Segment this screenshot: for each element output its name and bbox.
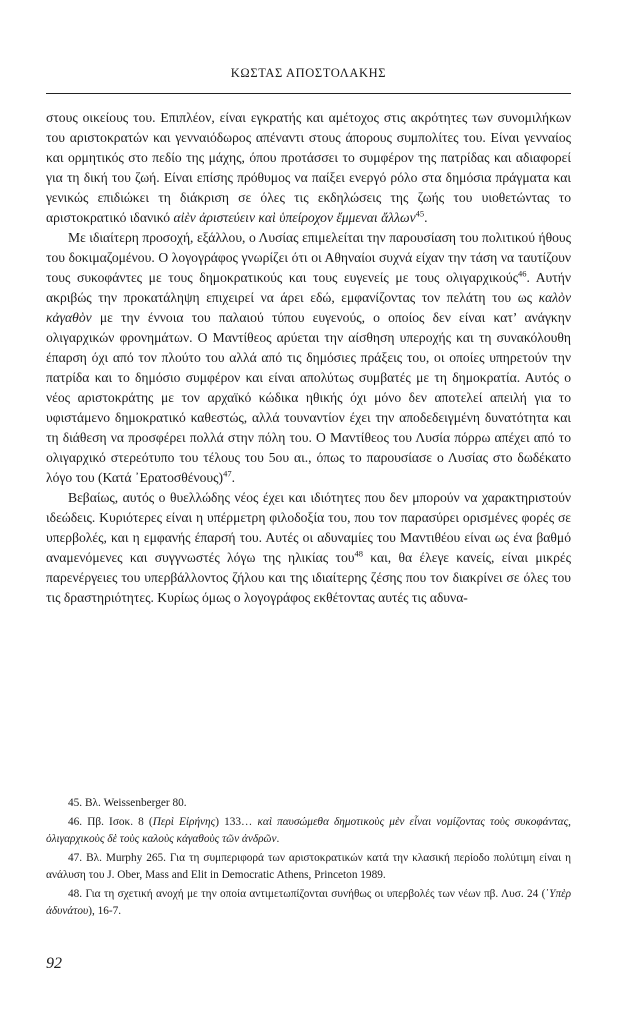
footnote-ref-45: 45 — [415, 208, 425, 219]
paragraph-text: με την έννοια του παλαιού τύπου ευγενούς, ο οποίος δεν είναι κατ’ ανάγκην ολιγαρχικών φρονημάτων. Ο Μαντίθεος αρύεται την αίσθηση υπεροχής και τη συνακόλουθη έπαρση όχι από τον πλούτο του αλλά από τις δημόσιες πράξεις του, οι οποίες υπηρετούν την πατρίδα και το δημόσιο συμφέρον και είναι απολύτως συμβατές με τη δημοκρατία. Αυτός ο νέος αριστοκράτης με τον αρχαϊκό κώδικα ηθικής όχι μόνο δεν αποτελεί απειλή για το υφιστάμενο δημοκρατικό καθεστώς, αλλά τουναντίον έχει την αποδεδειγμένη δυνατότητα και τη διάθεση να προσφέρει πολλά στην πόλη του. Ο Μαντίθεος του Λυσία πόρρω απέχει από το ολιγαρχικό στερεότυπο του τέλους του 5ου αι., όπως το παρουσίασε ο Λυσίας στο δωδέκατο λόγο του (Κατά ᾿Ερατοσθένους) — [46, 310, 571, 485]
work-title: Περὶ Εἰρήνης — [152, 815, 216, 828]
footnote-text: ) 133… — [215, 815, 258, 828]
greek-quote: καὶ παυσώμεθα δημοτικοὺς μὲν εἶναι νομίζοντας τοὺς συκοφάντας, ὀλιγαρχικοὺς δὲ τοὺς καλοὺς κἀγαθοὺς τῶν ἀνδρῶν — [46, 815, 572, 845]
paragraph-text: . — [424, 210, 428, 225]
paragraph-text: . — [231, 470, 235, 485]
footnote-text: ), 16-7. — [88, 905, 122, 917]
paragraph — [46, 108, 571, 228]
footnote-ref-48: 48 — [354, 548, 363, 559]
footnote-ref-46: 46 — [517, 268, 527, 279]
work-title: ῾Υπὲρ ἀδυνάτου — [46, 887, 571, 917]
footnote-text: 46. Πβ. Ισοκ. 8 ( — [68, 815, 153, 828]
footnote-46 — [46, 814, 571, 849]
footnotes — [46, 795, 571, 922]
paragraph — [46, 228, 571, 488]
paragraph-text: στους οικείους του. Επιπλέον, είναι εγκρατής και αμέτοχος στις ακρότητες των συνομιλήκων του αριστοκρατών και γενναιόδωρος απέναντι στους άπορους συμπολίτες του. Είναι γενναίος και ορμητικός στο πεδίο της μάχης, όπου προτάσσει το συμφέρον της πατρίδας και αδιαφορεί για τη δική του ζωή. Είναι επίσης πρόθυμος να παίξει ενεργό ρόλο στα δημόσια πράγματα και γενικώς επιδιώκει τη διάκριση σε όλες τις εκδηλώσεις της ζωής του υιοθετώντας το αριστοκρατικό ιδανικό — [46, 110, 571, 225]
paragraph-text: Βεβαίως, αυτός ο θυελλώδης νέος έχει και ιδιότητες που δεν μπορούν να χαρακτηριστούν ιδεώδεις. Κυριότερες είναι η υπέρμετρη φιλοδοξία του, που τον παρασύρει ορισμένες φορές σε υπερβολές, και η εμφανής έπαρσή του. Αυτές οι αδυναμίες του Μαντιθέου είναι ως ένα βαθμό αναμενόμενες και συγγνωστές λόγω της ηλικίας του — [46, 490, 571, 565]
footnote-45: 45. Βλ. Weissenberger 80. — [68, 797, 187, 809]
header-rule — [46, 93, 571, 94]
greek-quote: αἰὲν ἀριστεύειν καὶ ὑπείροχον ἔμμεναι ἄλλων — [173, 210, 416, 225]
greek-term: καλὸν κἀγαθὸν — [46, 290, 571, 325]
running-head: ΚΩΣΤΑΣ ΑΠΟΣΤΟΛΑΚΗΣ — [230, 66, 387, 80]
footnote-47: 47. Βλ. Murphy 265. Για τη συμπεριφορά των αριστοκρατικών κατά την κλασική περίοδο πολύτιμη είναι η ανάλυση του J. Ober, Mass and Elit in Democratic Athens, Princeton 1989. — [46, 851, 571, 881]
footnote-48 — [46, 886, 571, 921]
page-number: 92 — [46, 955, 62, 972]
footnote-text: . — [276, 833, 280, 845]
paragraph-text: . Αυτήν ακριβώς την προκατάληψη επιχειρεί να άρει εδώ, εμφανίζοντας τον πελάτη του ως — [46, 270, 572, 305]
footnote-text: 48. Για τη σχετική ανοχή με την οποία αντιμετωπίζονται συνήθως οι υπερβολές των νέων πβ. Λυσ. 24 ( — [68, 887, 546, 900]
body-text — [46, 108, 571, 608]
footnote-ref-47: 47 — [223, 468, 232, 479]
paragraph-text: και, θα έλεγε κανείς, είναι μικρές παρενέργειες του υπερβάλλοντος ζήλου και της ιδιαίτερης ζέσης που τον διακρίνει σε όλες του τις δραστηριότητες. Κυρίως όμως ο λογογράφος εκθέτοντας αυτές τις αδυνα- — [46, 550, 571, 605]
paragraph-text: Με ιδιαίτερη προσοχή, εξάλλου, ο Λυσίας επιμελείται την παρουσίαση του πολιτικού ήθους του δοκιμαζομένου. Ο λογογράφος γνωρίζει ότι οι Αθηναίοι συχνά είχαν την τάση να ταυτίζουν τους συκοφάντες με τους δημοκρατικούς και τους ευγενείς με τους ολιγαρχικούς — [46, 230, 571, 285]
paragraph — [46, 488, 571, 608]
